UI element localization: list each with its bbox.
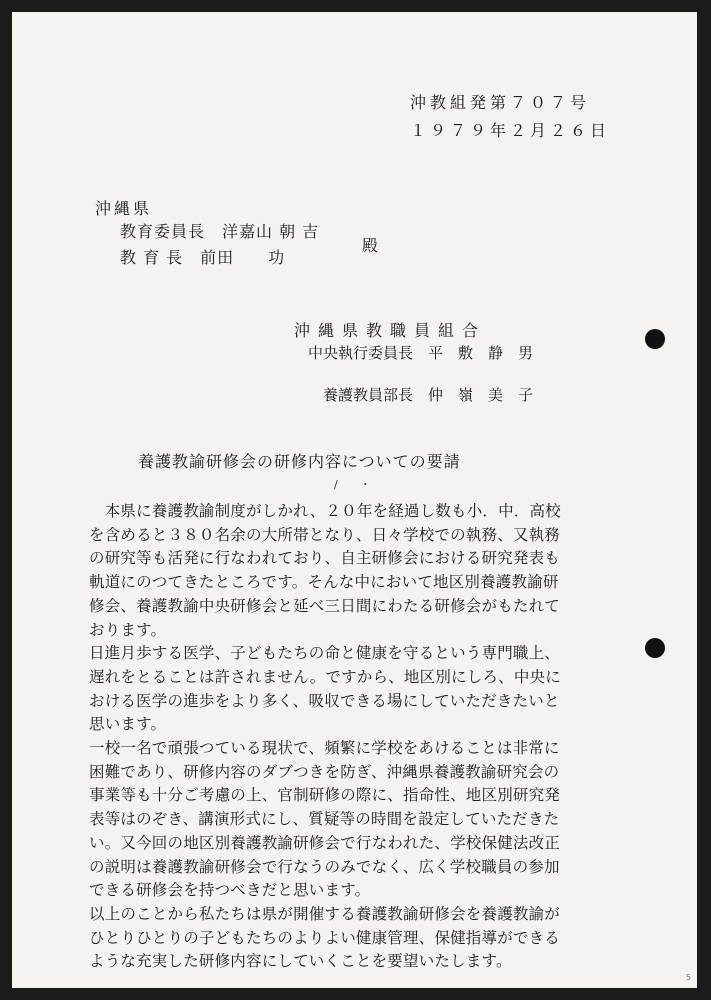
document-body <box>89 500 649 974</box>
body-line: 本県に養護教諭制度がしかれ、２０年を経過し数も小．中．高校 <box>89 502 561 520</box>
body-line: い。又今回の地区別養護教諭研修会で行なわれた、学校保健法改正 <box>89 833 561 852</box>
page-number: 5 <box>685 973 691 982</box>
recipient-board-chair: 教育委員長 洋嘉山 朝 吉 <box>120 222 320 241</box>
body-line: 遅れをとることは許されません。ですから、地区別にしろ、中央に <box>89 667 561 686</box>
document-number: 沖教組発第７０７号 <box>410 93 591 112</box>
recipient-prefecture: 沖縄県 <box>95 199 153 218</box>
document-title: 養護教諭研修会の研修内容についての要請 <box>138 452 461 471</box>
body-line: 軌道にのつてきたところです。そんな中において地区別養護教諭研 <box>89 573 559 592</box>
body-line: 以上のことから私たちは県が開催する養護教諭研修会を養護教諭が <box>89 904 561 923</box>
body-line: 思います。 <box>89 715 167 734</box>
sender-nurse-dept-head: 養護教員部長 仲 嶺 美 子 <box>323 386 534 404</box>
body-line: の研究等も活発に行なわれており、自主研修会における研究発表も <box>89 549 561 568</box>
body-line: おける医学の進歩をより多く、吸収できる場にしていただきたいと <box>89 691 560 710</box>
sender-organization: 沖縄県教職員組合 <box>294 321 487 340</box>
body-line: ような充実した研修内容にしていくことを要望いたします。 <box>89 952 512 971</box>
body-line: おります。 <box>89 620 167 639</box>
recipient-superintendent: 教 育 長 前田 功 <box>120 248 286 267</box>
body-line: ひとりひとりの子どもたちのよりよい健康管理、保健指導ができる <box>89 928 561 947</box>
punch-hole <box>645 329 665 349</box>
body-line: 一校一名で頑張つている現状で、頻繁に学校をあけることは非常に <box>89 739 560 758</box>
body-line: の説明は養護教諭研修会で行なうのみでなく、広く学校職員の参加 <box>89 857 560 876</box>
sender-chairman: 中央執行委員長 平 敷 静 男 <box>308 344 534 362</box>
body-line: 修会、養護教諭中央研修会と延べ三日間にわたる研修会がもたれて <box>89 596 561 615</box>
punch-hole <box>645 638 665 658</box>
body-line: できる研修会を持つべきだと思います。 <box>89 881 371 900</box>
body-line: 日進月歩する医学、子どもたちの命と健康を守るという専門職上、 <box>89 644 561 663</box>
body-line: 事業等も十分ご考慮の上、官制研修の際に、指命性、地区別研究発 <box>89 786 561 805</box>
recipient-honorific: 殿 <box>362 236 379 255</box>
body-line: を含めると３８０名余の大所帯となり、日々学校での執務、又執務 <box>89 525 561 544</box>
stray-marks: / ・ <box>334 478 371 491</box>
document-date: １９７９年２月２６日 <box>410 121 611 140</box>
body-line: 表等はのぞき、講演形式にし、質疑等の時間を設定していただきた <box>89 810 560 829</box>
body-line: 困難であり、研修内容のダブつきを防ぎ、沖縄県養護教諭研究会の <box>89 762 560 781</box>
document-page <box>12 12 697 988</box>
